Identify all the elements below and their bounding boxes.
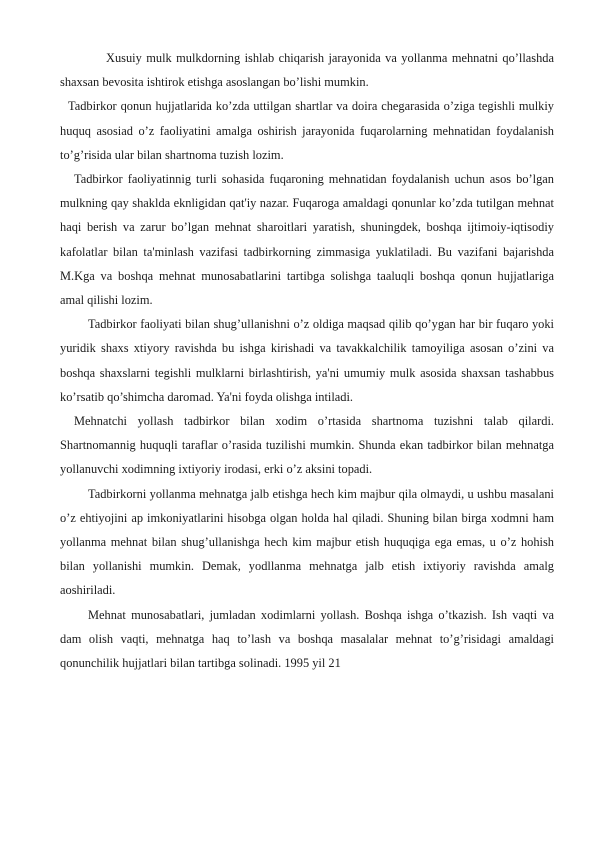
paragraph-employer-obligations: Tadbirkor faoliyatinnig turli sohasida fuqaroning mehnatidan foydalanish uchun asos bo’lgan mulkning qay shaklda eknligidan qat'iy nazar. Fuqaroga amaldagi qonunlar ko’zda tutilgan mehnat haqi berish va zarur bo’lgan mehnat sharoitlari yaratish, shuningdek, boshqa ijtimoiy-iqtisodiy kafolatlar bilan ta'minlash vazifasi tadbirkorning zimmasiga yuklatiladi. Bu vazifani bajarishda M.Kga va boshqa mehnat munosabatlarini tartibga solishga taaluqli boshqa qonun hujjatlariga amal qilishi lozim. — [60, 172, 554, 308]
paragraph-private-property: Xusuiy mulk mulkdorning ishlab chiqarish jarayonida va yollanma mehnatni qo’llashda shaxsan bevosita ishtirok etishga asoslangan bo’lishi mumkin. — [60, 51, 554, 90]
paragraph-entrepreneur-goals: Tadbirkor faoliyati bilan shug’ullanishni o’z oldiga maqsad qilib qo’ygan har bir fuqaro yoki yuridik shaxs xtiyory ravishda bu ishga kirishadi va tavakkalchilik tamoyiliga asosan o’zini va boshqa shaxslarni tegishli mulklarni birlashtirish, ya'ni umumiy mulk asosida shaxsan tashabbus ko’rsatib qo’shimcha daromad. Ya'ni foyda olishga intiladi. — [60, 317, 554, 404]
paragraph-hiring-contract: Mehnatchi yollash tadbirkor bilan xodim o’rtasida shartnoma tuzishni talab qilardi. Shartnomannig huquqli taraflar o’rasida tuzilishi mumkin. Shunda ekan tadbirkor bilan mehnatga yollanuvchi xodimning ixtiyoriy irodasi, erki o’z aksini topadi. — [60, 414, 554, 477]
document-page — [60, 46, 554, 675]
paragraph-contract-requirement: Tadbirkor qonun hujjatlarida ko’zda uttilgan shartlar va doira chegarasida o’ziga tegishli mulkiy huquq asosiad o’z faoliyatini amalga oshirish jarayonida fuqarolarning mehnatidan foydalanish to’g’risida ular bilan shartnoma tuzish lozim. — [60, 99, 554, 162]
paragraph-labor-relations: Mehnat munosabatlari, jumladan xodimlarni yollash. Boshqa ishga o’tkazish. Ish vaqti va dam olish vaqti, mehnatga haq to’lash va boshqa masalalar mehnat to’g’risidagi amaldagi qonunchilik hujjatlari bilan tartibga solinadi. 1995 yil 21 — [60, 607, 554, 671]
paragraph-voluntary-hiring: Tadbirkorni yollanma mehnatga jalb etishga hech kim majbur qila olmaydi, u ushbu masalani o’z ehtiyojini ap imkoniyatlarini hisobga olgan holda hal qiladi. Shuning bilan birga xodmni ham yollanma mehnat bilan shug’ullanishga hech kim majbur etish huquqiga ega emas, u o’z hohish bilan yollanishi mumkin. Demak, yodllanma mehnatga jalb etish ixtiyoriy ravishda amalg aoshiriladi. — [60, 486, 554, 598]
